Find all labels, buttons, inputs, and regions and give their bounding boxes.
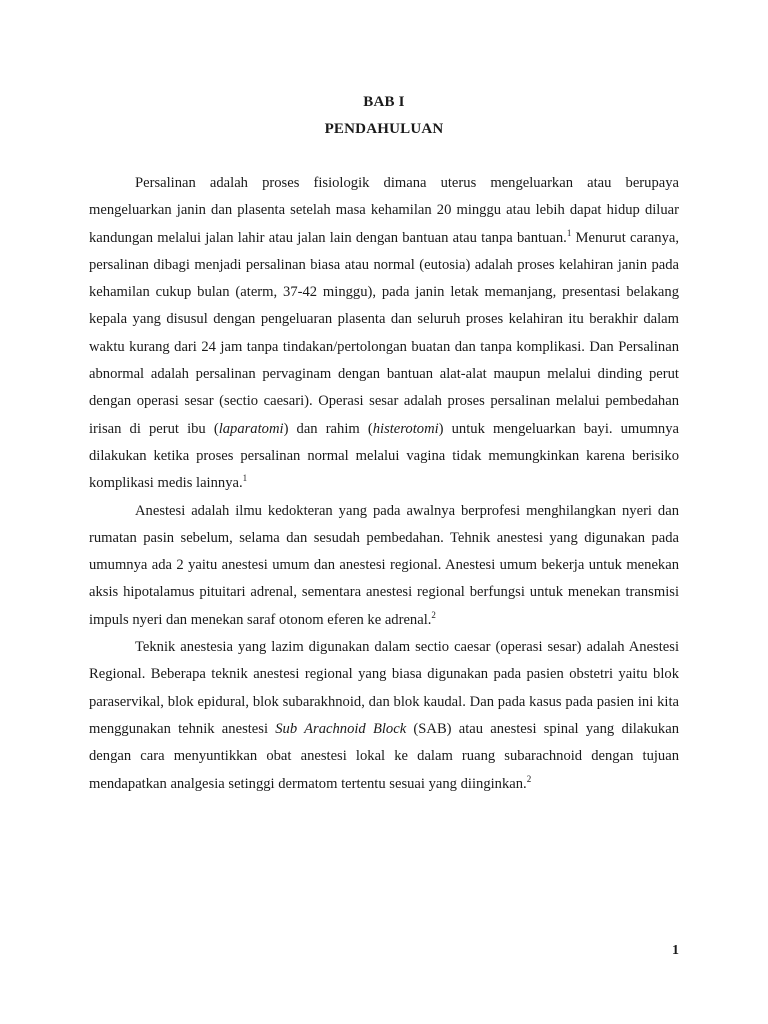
paragraph-2-text: Anestesi adalah ilmu kedokteran yang pada awalnya berprofesi menghilangkan nyeri dan rumatan pasin sebelum, selama dan sesudah pembedahan. Tehnik anestesi yang digunakan pada umumnya ada 2 yaitu anestesi umum dan anestesi regional. Anestesi umum bekerja untuk menekan aksis hipotalamus pituitari adrenal, sementara anestesi regional berfungsi untuk menekan transmisi impuls nyeri dan menekan saraf otonom eferen ke adrenal.: [89, 502, 679, 628]
italic-term-laparatomi: laparatomi: [218, 420, 284, 437]
paragraph-1: [89, 170, 679, 498]
footnote-ref: 2: [431, 609, 436, 620]
paragraph-1-text-b: Menurut caranya, persalinan dibagi menjadi persalinan biasa atau normal (eutosia) adalah proses kelahiran janin pada kehamilan cukup bulan (aterm, 37-42 minggu), pada janin letak memanjang, presentasi belakang kepala yang disusul dengan pengeluaran plasenta dan seluruh proses kelahiran itu berakhir dalam waktu kurang dari 24 jam tanpa tindakan/pertolongan buatan dan tanpa komplikasi. Dan Persalinan abnormal adalah persalinan pervaginam dengan bantuan alat-alat maupun melalui dinding perut dengan operasi sesar (sectio caesari). Operasi sesar adalah proses persalinan melalui pembedahan irisan di perut ibu (: [89, 229, 679, 437]
italic-term-histerotomi: histerotomi: [372, 420, 439, 437]
paragraph-1-text-d: ) untuk mengeluarkan bayi. umumnya dilakukan ketika proses persalinan normal melalui vagina tidak memungkinkan karena berisiko komplikasi medis lainnya.: [89, 420, 679, 492]
paragraph-3: [89, 634, 679, 798]
chapter-number: BAB I: [363, 94, 405, 110]
chapter-title: PENDAHULUAN: [324, 121, 444, 137]
footnote-ref: 1: [566, 227, 572, 238]
paragraph-3-text-b: (SAB) atau anestesi spinal yang dilakukan dengan cara menyuntikkan obat anestesi lokal ke dalam ruang subarachnoid dengan tujuan mendapatkan analgesia setinggi dermatom tertentu sesuai yang diinginkan.: [89, 720, 679, 792]
footnote-ref: 2: [526, 773, 532, 784]
footnote-ref: 1: [242, 473, 248, 484]
paragraph-3-text-a: Teknik anestesia yang lazim digunakan dalam sectio caesar (operasi sesar) adalah Anestesi Regional. Beberapa teknik anestesi regional yang biasa digunakan pada pasien obstetri yaitu blok paraservikal, blok epidural, blok subarakhnoid, dan blok kaudal. Dan pada kasus pada pasien ini kita menggunakan tehnik anestesi: [89, 639, 679, 737]
italic-term-sab: Sub Arachnoid Block: [275, 720, 407, 737]
paragraph-1-text-c: ) dan rahim (: [283, 420, 373, 437]
paragraph-2: [89, 498, 679, 634]
body-text: [89, 170, 679, 798]
paragraph-1-text-a: Persalinan adalah proses fisiologik dimana uterus mengeluarkan atau berupaya mengeluarkan janin dan plasenta setelah masa kehamilan 20 minggu atau lebih dapat hidup diluar kandungan melalui jalan lahir atau jalan lain dengan bantuan atau tanpa bantuan.: [89, 175, 679, 246]
page-number: 1: [672, 943, 679, 958]
